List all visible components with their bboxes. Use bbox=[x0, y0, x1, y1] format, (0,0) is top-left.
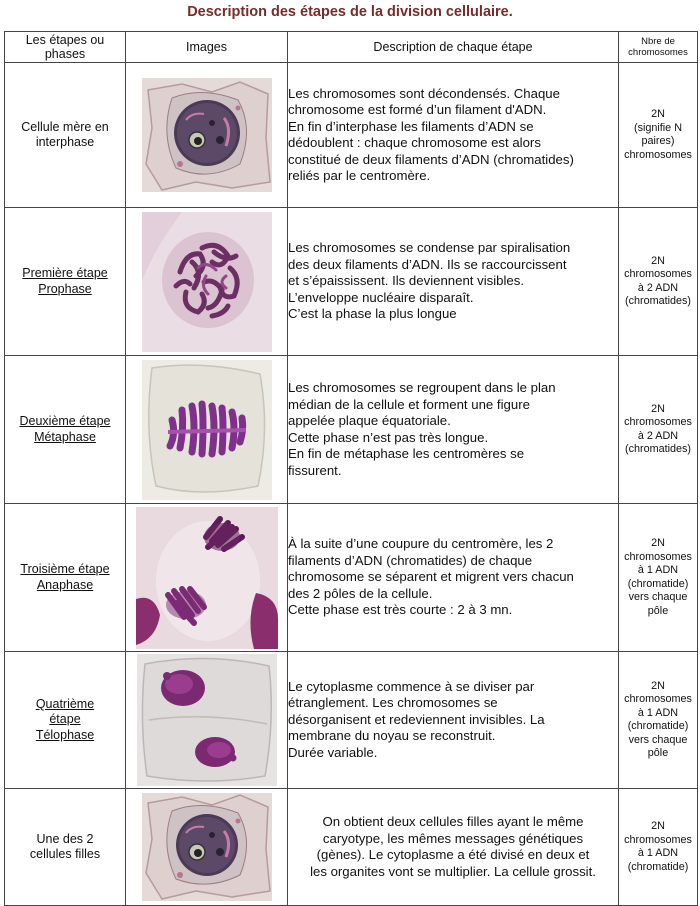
image-cell bbox=[126, 63, 288, 208]
description-cell: Les chromosomes se regroupent dans le plan médian de la cellule et forment une figure appelée plaque équatoriale. Cette phase n’est pas très longue. En fin de métaphase les centromères se fissurent. bbox=[288, 356, 619, 504]
count-cell: 2N chromosomes à 1 ADN (chromatide) vers chaque pôle bbox=[619, 652, 698, 789]
header-phase: Les étapes ou phases bbox=[5, 32, 126, 63]
image-cell bbox=[126, 504, 288, 652]
description-cell: Les chromosomes sont décondensés. Chaque chromosome est formé d’un filament d'ADN. En fin d’interphase les filaments d’ADN se dédoublent : chaque chromosome est alors constitué de deux filaments d’ADN (chromatides) reliés par le centromère. bbox=[288, 63, 619, 208]
table-row bbox=[5, 356, 698, 504]
count-cell: 2N chromosomes à 1 ADN (chromatide) vers chaque pôle bbox=[619, 504, 698, 652]
table-row bbox=[5, 63, 698, 208]
table-header-row bbox=[5, 32, 698, 63]
header-count: Nbre de chromosomes bbox=[619, 32, 698, 63]
table-row bbox=[5, 208, 698, 356]
header-description: Description de chaque étape bbox=[288, 32, 619, 63]
daughter-cell-image bbox=[142, 793, 272, 901]
image-cell bbox=[126, 652, 288, 789]
table-row bbox=[5, 652, 698, 789]
phase-cell: Quatrième étape Télophase bbox=[5, 652, 126, 789]
header-images: Images bbox=[126, 32, 288, 63]
anaphase-cell-image bbox=[136, 507, 278, 649]
description-cell: On obtient deux cellules filles ayant le même caryotype, les mêmes messages génétiques (gènes). Le cytoplasme a été divisé en deux et les organites vont se multiplier. La cellule grossit. bbox=[288, 789, 619, 906]
image-cell bbox=[126, 789, 288, 906]
count-cell: 2N (signifie N paires) chromosomes bbox=[619, 63, 698, 208]
table-row bbox=[5, 789, 698, 906]
description-cell: À la suite d’une coupure du centromère, les 2 filaments d’ADN (chromatides) de chaque chromosome se séparent et migrent vers chacun des 2 pôles de la cellule. Cette phase est très courte : 2 à 3 mn. bbox=[288, 504, 619, 652]
phase-cell: Deuxième étape Métaphase bbox=[5, 356, 126, 504]
phase-cell: Troisième étape Anaphase bbox=[5, 504, 126, 652]
page-title: Description des étapes de la division cellulaire. bbox=[187, 4, 513, 20]
metaphase-cell-image bbox=[142, 360, 272, 500]
prophase-cell-image bbox=[142, 212, 272, 352]
telophase-cell-image bbox=[137, 654, 277, 786]
image-cell bbox=[126, 208, 288, 356]
phase-cell: Cellule mère en interphase bbox=[5, 63, 126, 208]
count-cell: 2N chromosomes à 2 ADN (chromatides) bbox=[619, 356, 698, 504]
description-cell: Les chromosomes se condense par spiralisation des deux filaments d’ADN. Ils se raccourcissent et s’épaississent. Ils deviennent visibles. L’enveloppe nucléaire disparaît. C’est la phase la plus longue bbox=[288, 208, 619, 356]
description-cell: Le cytoplasme commence à se diviser par étranglement. Les chromosomes se désorganisent et redeviennent invisibles. La membrane du noyau se reconstruit. Durée variable. bbox=[288, 652, 619, 789]
count-cell: 2N chromosomes à 2 ADN (chromatides) bbox=[619, 208, 698, 356]
table-row bbox=[5, 504, 698, 652]
cell-division-table bbox=[4, 31, 698, 906]
count-cell: 2N chromosomes à 1 ADN (chromatide) bbox=[619, 789, 698, 906]
image-cell bbox=[126, 356, 288, 504]
interphase-cell-image bbox=[142, 78, 272, 192]
phase-cell: Une des 2 cellules filles bbox=[5, 789, 126, 906]
phase-cell: Première étape Prophase bbox=[5, 208, 126, 356]
